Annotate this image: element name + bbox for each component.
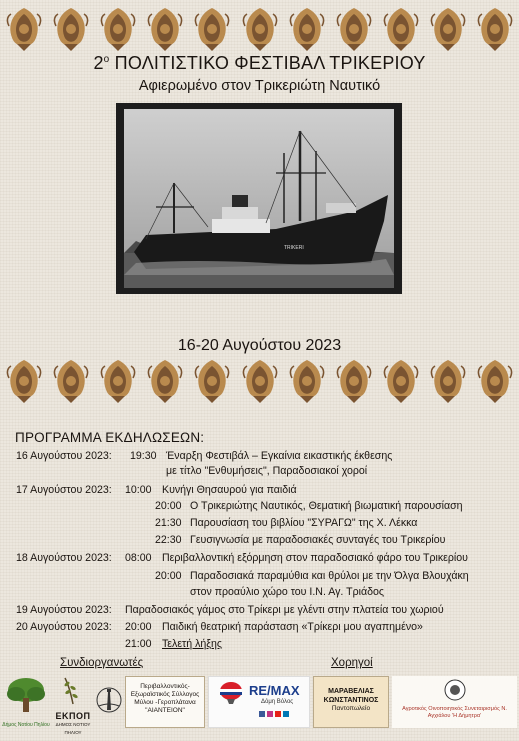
ekpop-sub: ΔΗΜΟΣ ΝΟΤΙΟΥ ΠΗΛΙΟΥ [55, 722, 91, 735]
program-time: 08:00 [125, 552, 152, 564]
remax-brand: RE/MAX [249, 683, 300, 698]
youtube-icon [275, 711, 281, 717]
program-date: 17 Αυγούστου 2023: [16, 484, 112, 496]
marabelias-logo [313, 676, 389, 728]
folk-ornament-icon [335, 6, 373, 52]
marabelias-name: ΜΑΡΑΒΕΛΙΑΣ ΚΩΝΣΤΑΝΤΙΝΟΣ [323, 688, 379, 704]
marabelias-sub: Παντοπωλείο [331, 705, 371, 712]
folk-ornament-icon [5, 358, 43, 404]
program-time: 10:00 [125, 484, 152, 496]
program-event: Παρουσίαση του βιβλίου "ΣΥΡΑΓΩ" της Χ. Λέκκα [190, 517, 418, 529]
program-time: 21:00 [125, 638, 152, 650]
program-event: Παραδοσιακά παραμύθια και θρύλοι με την Όλγα Βλουχάκη [190, 570, 469, 582]
program-event: Περιβαλλοντική εξόρμηση στον παραδοσιακό φάρο του Τρικερίου [162, 552, 468, 564]
program-event: στον προαύλιο χώρο του Ι.Ν. Αγ. Τριάδος [190, 586, 384, 598]
folk-ornament-icon [193, 6, 231, 52]
festival-dates: 16-20 Αυγούστου 2023 [177, 337, 342, 354]
folk-ornament-icon [193, 358, 231, 404]
coop-logo [392, 676, 517, 728]
program-heading: ΠΡΟΓΡΑΜΜΑ ΕΚΔΗΛΩΣΕΩΝ: [15, 430, 205, 445]
ship-name-label: TRIKERI [284, 245, 304, 251]
folk-ornament-icon [52, 6, 90, 52]
top-ornament-band [0, 6, 519, 56]
folk-ornament-icon [5, 6, 43, 52]
coop-seal-icon [444, 679, 466, 701]
program-event: Ο Τρικεριώτης Ναυτικός, Θεματική βιωματική παρουσίαση [190, 500, 463, 512]
program-date: 18 Αυγούστου 2023: [16, 552, 112, 564]
lighthouse-logo [96, 676, 122, 728]
folk-ornament-icon [476, 6, 514, 52]
sponsors-label: Χορηγοί [331, 657, 373, 669]
festival-subtitle: Αφιερωμένο στον Τρικεριώτη Ναυτικό [138, 78, 381, 94]
ship-photo [116, 103, 402, 294]
folk-ornament-icon [429, 6, 467, 52]
folk-ornament-icon [241, 358, 279, 404]
organizers-label: Συνδιοργανωτές [60, 657, 144, 669]
program-event: Παραδοσιακός γάμος στο Τρίκερι με γλέντι στην πλατεία του χωριού [125, 604, 444, 616]
folk-ornament-icon [52, 358, 90, 404]
tree-icon [2, 676, 50, 716]
ekpop-logo [53, 676, 93, 735]
program-event: Κυνήγι Θησαυρού για παιδιά [162, 484, 297, 496]
ekpop-name: ΕΚΠΟΠ [55, 711, 91, 721]
folk-ornament-icon [241, 6, 279, 52]
linkedin-icon [283, 711, 289, 717]
folk-ornament-icon [382, 358, 420, 404]
remax-sub: Δόμη Βόλος [261, 699, 294, 705]
folk-ornament-icon [288, 6, 326, 52]
program-time: 21:30 [155, 517, 182, 529]
balloon-icon [211, 681, 251, 705]
program-event: Τελετή λήξης [162, 638, 222, 650]
program-event: Παιδική θεατρική παράσταση «Τρίκερι μου αγαπημένο» [162, 621, 423, 633]
program-time: 20:00 [125, 621, 152, 633]
social-icons [259, 711, 307, 717]
remax-logo [208, 676, 310, 728]
folk-ornament-icon [476, 358, 514, 404]
folk-ornament-icon [99, 6, 137, 52]
lighthouse-icon [96, 676, 122, 724]
facebook-icon [259, 711, 265, 717]
program-date: 19 Αυγούστου 2023: [16, 604, 112, 616]
folk-ornament-icon [382, 6, 420, 52]
program-time: 22:30 [155, 534, 182, 546]
club-logo [125, 676, 205, 728]
folk-ornament-icon [99, 358, 137, 404]
olive-branch-icon [53, 676, 93, 706]
program-event: Έναρξη Φεστιβάλ – Εγκαίνια εικαστικής έκθεσης [166, 450, 393, 462]
folk-ornament-icon [335, 358, 373, 404]
folk-ornament-icon [288, 358, 326, 404]
municipality-logo [2, 676, 50, 728]
festival-title: $2^o$ ΠΟΛΙΤΙΣΤΙΚΟ ΦΕΣΤΙΒΑΛ ΤΡΙΚΕΡΙΟΥ [93, 53, 426, 73]
coop-name: Αγροτικός Οινοποιητικός Συνεταιρισμός Ν. Αγχιάλου 'Η Δήμητρα' [402, 706, 507, 719]
program-time: 20:00 [155, 570, 182, 582]
middle-ornament-band [0, 358, 519, 408]
program-date: 16 Αυγούστου 2023: [16, 450, 112, 462]
folk-ornament-icon [146, 358, 184, 404]
program-time: 20:00 [155, 500, 182, 512]
program-event: με τίτλο "Ενθυμήσεις", Παραδοσιακοί χοροί [166, 465, 368, 477]
club-name: Περιβαλλοντικός-Εξωραϊστικός Σύλλογος Μύλου -Γεροπλάτανα "ΑΙΑΝΤΕΙΟΝ" [130, 683, 200, 714]
program-time: 19:30 [130, 450, 157, 462]
folk-ornament-icon [146, 6, 184, 52]
municipality-name: Δήμος Νοτίου Πηλίου [2, 722, 50, 728]
program-date: 20 Αυγούστου 2023: [16, 621, 112, 633]
program-event: Γευσιγνωσία με παραδοσιακές συνταγές του Τρικερίου [190, 534, 446, 546]
folk-ornament-icon [429, 358, 467, 404]
instagram-icon [267, 711, 273, 717]
